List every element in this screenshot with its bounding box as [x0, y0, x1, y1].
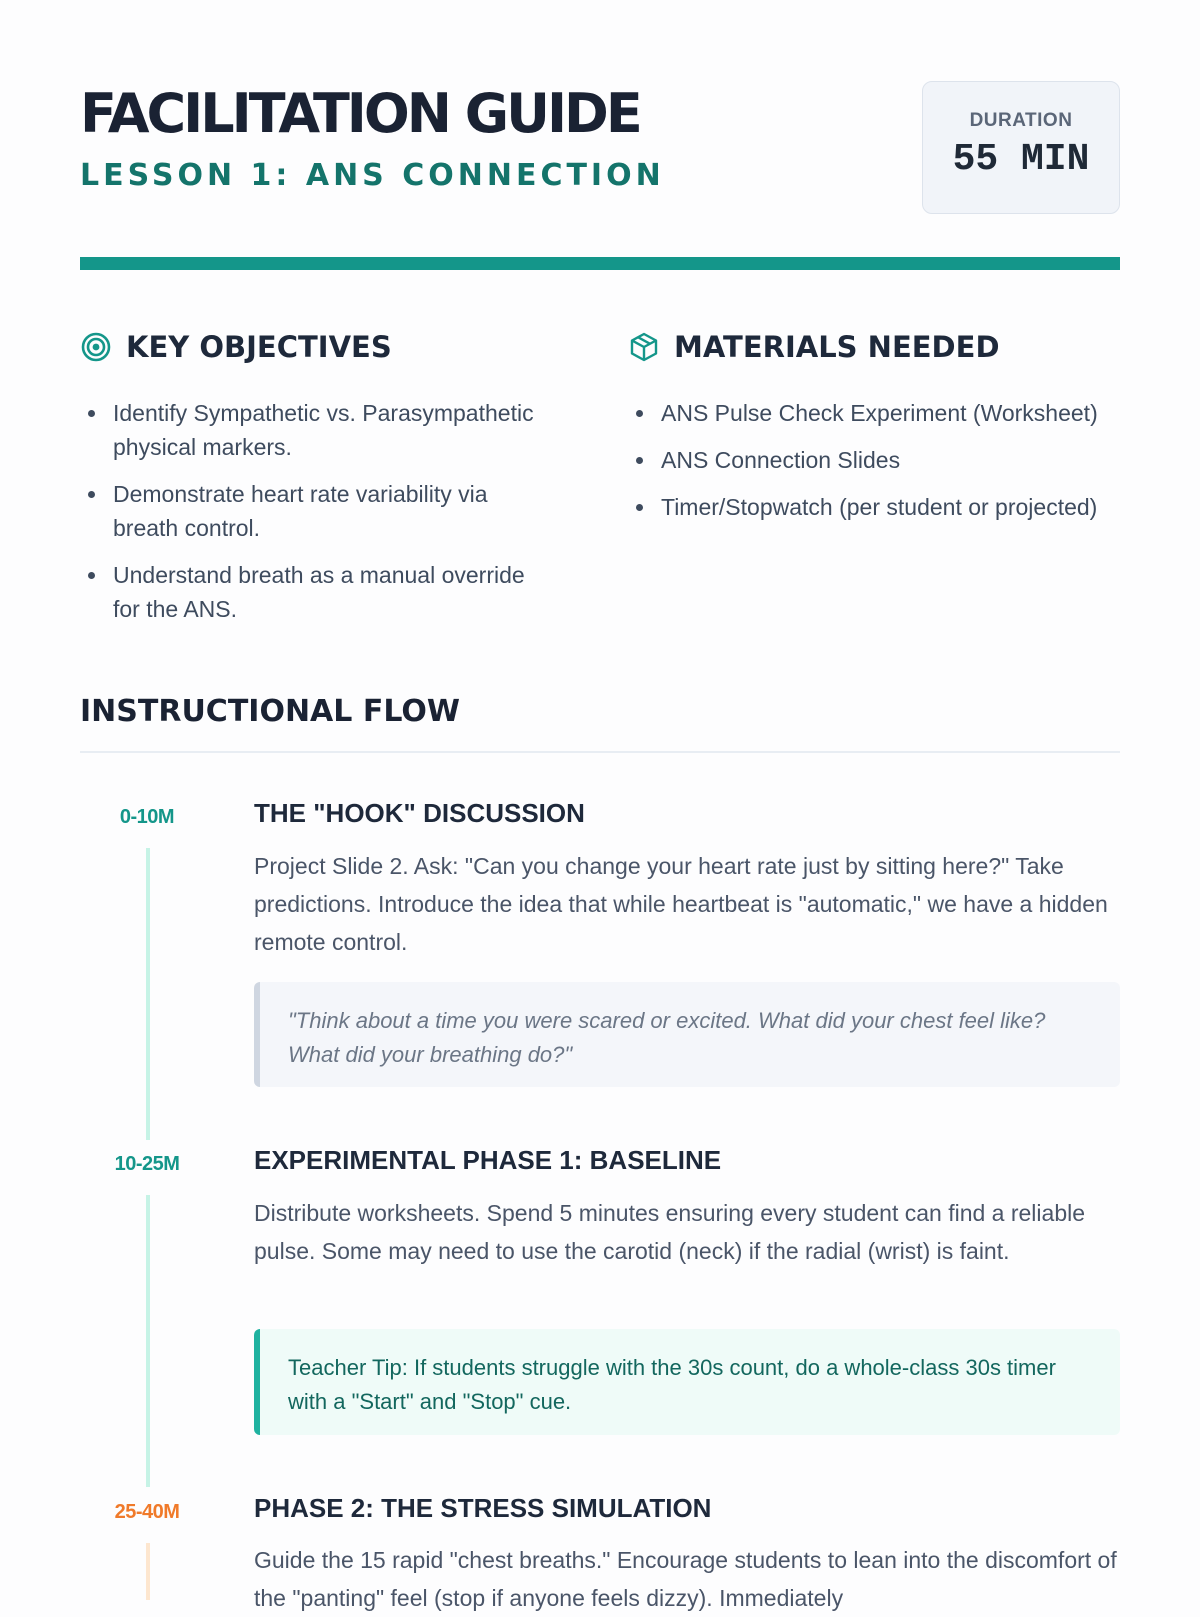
timeline-line	[146, 1543, 150, 1600]
step-title: EXPERIMENTAL PHASE 1: BASELINE	[254, 1145, 722, 1175]
step-time: 0-10M	[119, 806, 175, 828]
step-description: Project Slide 2. Ask: "Can you change your heart rate just by sitting here?" Take predictions. Introduce the idea that while heartbeat is "automatic," we have a hidden remote control.	[254, 853, 1108, 955]
list-item: Demonstrate heart rate variability via breath control.	[80, 477, 555, 545]
teacher-tip: Teacher Tip: If students struggle with the 30s count, do a whole-class 30s timer with a "Start" and "Stop" cue.	[254, 1329, 1120, 1435]
timeline-line	[146, 848, 150, 1140]
objectives-list	[80, 396, 555, 639]
list-item: ANS Connection Slides	[628, 443, 1103, 477]
flow-divider	[80, 751, 1120, 753]
list-item: Identify Sympathetic vs. Parasympathetic physical markers.	[80, 396, 555, 464]
step-time: 25-40M	[114, 1501, 180, 1523]
page-title: FACILITATION GUIDE	[80, 82, 640, 145]
list-item: Understand breath as a manual override for the ANS.	[80, 558, 555, 626]
materials-heading-row	[628, 330, 1000, 364]
step-time: 10-25M	[114, 1153, 180, 1175]
step-title: PHASE 2: THE STRESS SIMULATION	[254, 1493, 712, 1523]
step-description: Guide the 15 rapid "chest breaths." Encourage students to lean into the discomfort of the "panting" feel (stop if anyone feels dizzy). Immediately	[254, 1547, 1117, 1611]
step-description: Distribute worksheets. Spend 5 minutes ensuring every student can find a reliable pulse. Some may need to use the carotid (neck) if the radial (wrist) is faint.	[254, 1200, 1086, 1264]
objectives-heading: KEY OBJECTIVES	[126, 330, 392, 364]
flow-heading: INSTRUCTIONAL FLOW	[80, 694, 460, 729]
lesson-subtitle: LESSON 1: ANS CONNECTION	[80, 158, 665, 193]
target-icon	[80, 331, 112, 363]
step-title: THE "HOOK" DISCUSSION	[254, 798, 585, 828]
materials-heading: MATERIALS NEEDED	[674, 330, 1000, 364]
list-item: ANS Pulse Check Experiment (Worksheet)	[628, 396, 1103, 430]
duration-value: 55 MIN	[952, 138, 1090, 181]
materials-list	[628, 396, 1103, 537]
box-icon	[628, 331, 660, 363]
duration-label: DURATION	[969, 110, 1073, 131]
list-item: Timer/Stopwatch (per student or projected)	[628, 490, 1103, 524]
header-divider	[80, 257, 1120, 270]
objectives-heading-row	[80, 330, 392, 364]
timeline-line	[146, 1195, 150, 1487]
discussion-quote: "Think about a time you were scared or excited. What did your chest feel like? What did your breathing do?"	[254, 982, 1120, 1087]
duration-badge	[922, 81, 1120, 214]
